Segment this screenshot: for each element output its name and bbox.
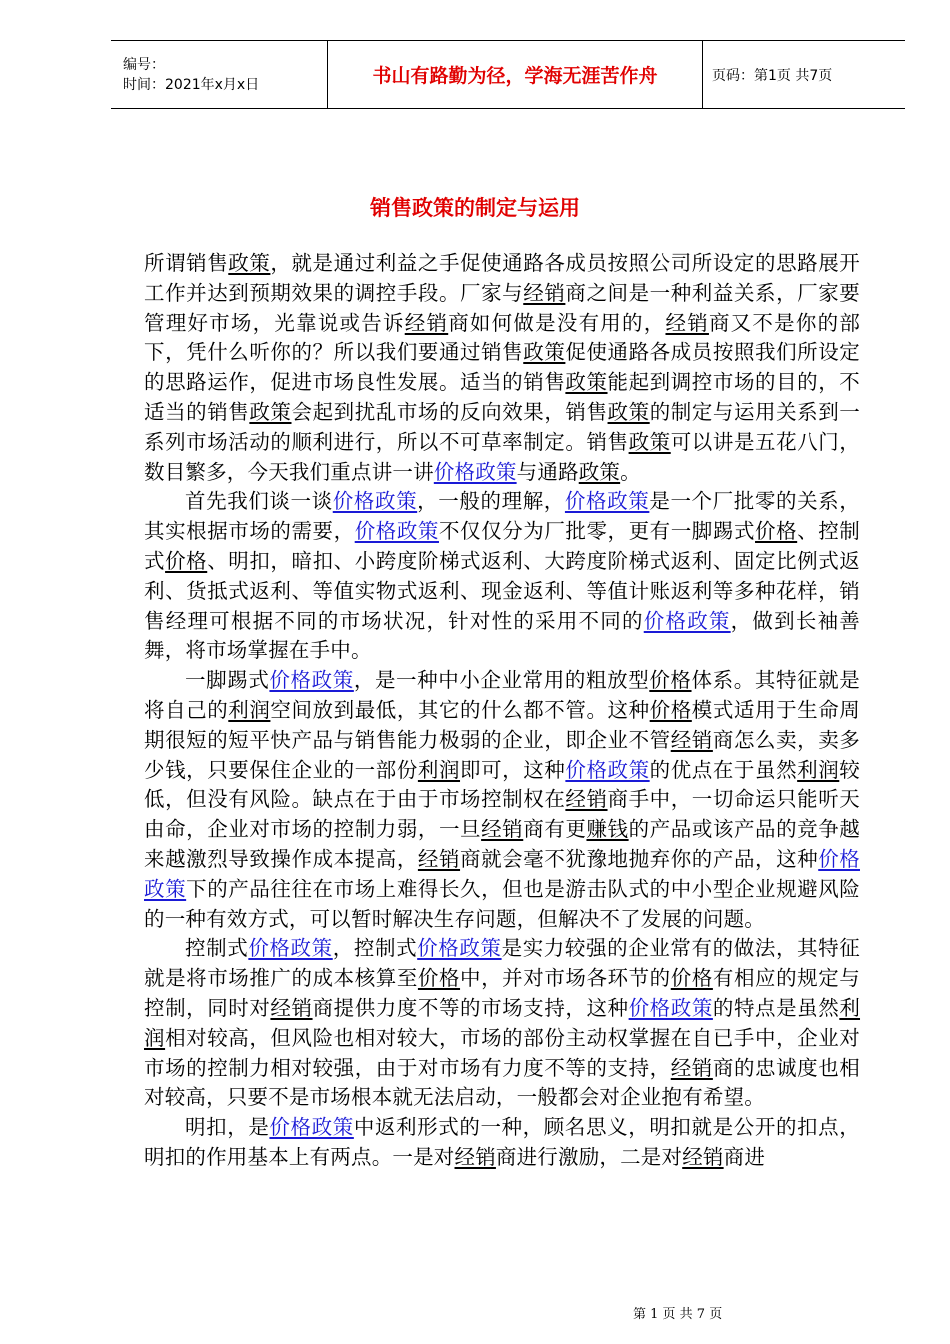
paragraph-text: 首先我们谈一谈	[185, 489, 333, 514]
paragraph-text: 一脚踢式	[185, 668, 270, 693]
paragraph-text: 的特点是虽然	[712, 995, 840, 1020]
paragraph-text: 、控制式	[144, 519, 861, 573]
underlined-keyword: 政策	[607, 399, 650, 424]
keyword-link[interactable]: 价格政策	[248, 936, 333, 961]
underlined-keyword: 价格	[649, 697, 692, 722]
paragraph-text: ，就是通过利益之手促使通路各成员按照公司所设定的思路展开工作并达到预期效果的调控手段。厂家与	[144, 251, 860, 305]
paragraph-text: 是实力较强的企业常有的做法，其特征就是将市场推广的成本核算至	[144, 936, 860, 991]
paragraph-text: 与通路	[516, 459, 579, 484]
underlined-keyword: 经销	[404, 310, 449, 335]
paragraph-text: 的优点在于虽然	[649, 757, 798, 782]
header-page-cell	[703, 41, 905, 108]
underlined-keyword: 经销	[270, 995, 313, 1020]
paragraph-text: 的制定与运用关系到一系列市场活动的顺利进行，所以不可草率制定。销售	[144, 399, 861, 454]
body-paragraph	[144, 666, 860, 934]
keyword-link[interactable]: 价格政策	[354, 519, 439, 544]
document-title: 销售政策的制定与运用	[370, 196, 580, 220]
paragraph-text: ，做到长袖善舞，将市场掌握在手中。	[144, 608, 860, 663]
paragraph-text: ，是一种中小企业常用的粗放型	[353, 668, 650, 693]
paragraph-text: 能起到调控市场的目的，不适当的销售	[144, 370, 860, 424]
document-time-label: 时间：2021年x月x日	[123, 76, 260, 93]
underlined-keyword: 价格	[165, 548, 208, 573]
underlined-keyword: 价格	[755, 519, 798, 544]
paragraph-text: ，控制式	[332, 936, 418, 961]
underlined-keyword: 政策	[228, 251, 271, 275]
paragraph-text: 较低，但没有风险。缺点在于由于市场控制权在	[144, 757, 860, 812]
underlined-keyword: 政策	[628, 429, 671, 454]
keyword-link[interactable]: 价格政策	[332, 489, 418, 514]
underlined-keyword: 经销	[670, 727, 713, 752]
underlined-keyword: 政策	[578, 459, 621, 484]
paragraph-text: 明扣，是	[185, 1115, 270, 1140]
paragraph-text: 不仅仅分为厂批零，更有一脚踢式	[438, 519, 756, 544]
paragraph-text: 商就会毫不犹豫地抛弃你的产品，这种	[460, 846, 819, 871]
paragraph-text: 控制式	[185, 936, 249, 961]
underlined-keyword: 经销	[481, 817, 524, 842]
paragraph-text: 。	[620, 459, 641, 484]
keyword-link[interactable]: 价格政策	[628, 995, 713, 1020]
paragraph-text: 商进	[723, 1144, 766, 1169]
paragraph-text: 商如何做是没有用的，	[448, 310, 666, 335]
header-motto-cell	[327, 41, 703, 108]
underlined-keyword: 价格	[417, 966, 461, 991]
paragraph-text: 会起到扰乱市场的反向效果，销售	[291, 399, 608, 424]
underlined-keyword: 价格	[670, 966, 713, 991]
paragraph-text: 商的忠诚度也相对较高，只要不是市场根本就无法启动，一般都会对企业抱有希望。	[144, 1055, 860, 1110]
paragraph-text: 中，并对市场各环节的	[460, 966, 671, 991]
keyword-link[interactable]: 价格政策	[643, 608, 731, 633]
paragraph-text: 商又不是你的部下，凭什么听你的？所以我们要通过销售	[144, 310, 861, 365]
paragraph-text: 有相应的规定与控制，同时对	[144, 966, 861, 1020]
keyword-link[interactable]: 价格政策	[144, 846, 860, 901]
header-page-label: 页码：第1页 共7页	[712, 67, 833, 84]
paragraph-text: 所谓销售	[144, 251, 229, 275]
paragraph-text: 下的产品往往在市场上难得长久，但也是游击队式的中小型企业规避风险的一种有效方式，可以暂时解决生存问题，但解决不了发展的问题。	[144, 876, 860, 931]
paragraph-text: 的产品或该产品的竞争越来越激烈导致操作成本提高，	[144, 817, 860, 871]
paragraph-text: 促使通路各成员按照我们所设定的思路运作，促进市场良性发展。适当的销售	[144, 340, 860, 395]
header-meta-cell	[111, 41, 327, 108]
keyword-link[interactable]: 价格政策	[269, 668, 354, 693]
paragraph-text: 商手中，一切命运只能听天由命，企业对市场的控制力弱，一旦	[144, 787, 860, 842]
paragraph-text: 模式适用于生命周期很短的短平快产品与销售能力极弱的企业，即企业不管	[144, 697, 860, 752]
underlined-keyword: 经销	[565, 787, 608, 812]
underlined-keyword: 经销	[665, 310, 709, 335]
document-body	[144, 249, 860, 1173]
underlined-keyword: 利润	[228, 697, 271, 722]
keyword-link[interactable]: 价格政策	[417, 936, 502, 961]
paragraph-text: 商提供力度不等的市场支持，这种	[312, 995, 629, 1020]
paragraph-text: 商怎么卖，卖多少钱，只要保住企业的一部份	[144, 727, 860, 782]
paragraph-text: 商之间是一种利益关系，厂家要管理好市场，光靠说或告诉	[144, 280, 860, 335]
paragraph-text: 、明扣，暗扣、小跨度阶梯式返利、大跨度阶梯式返利、固定比例式返利、货抵式返利、等值实物式返利、现金返利、等值计账返利等多种花样，销售经理可根据不同的市场状况，针对性的采用不同的	[144, 548, 860, 633]
body-paragraph	[144, 249, 860, 487]
paragraph-text: 可以讲是五花八门，数目繁多，今天我们重点讲一讲	[144, 429, 860, 484]
underlined-keyword: 经销	[454, 1144, 496, 1169]
underlined-keyword: 价格	[649, 668, 692, 693]
underlined-keyword: 政策	[523, 340, 566, 365]
paragraph-text: 商进行激励，二是对	[495, 1144, 683, 1169]
underlined-keyword: 利润	[797, 757, 840, 782]
underlined-keyword: 利润	[144, 995, 861, 1050]
paragraph-text: 空间放到最低，其它的什么都不管。这种	[270, 697, 650, 722]
paragraph-text: 相对较高，但风险也相对较大，市场的部份主动权掌握在自已手中，企业对市场的控制力相对较强，由于对市场有力度不等的支持，	[144, 1025, 860, 1080]
keyword-link[interactable]: 价格政策	[269, 1115, 354, 1140]
page-footer: 第 1 页 共 7 页	[633, 1307, 723, 1322]
body-paragraph	[144, 934, 860, 1113]
underlined-keyword: 经销	[523, 280, 566, 305]
paragraph-text: ，一般的理解，	[417, 489, 565, 514]
body-paragraph	[144, 487, 860, 666]
keyword-link[interactable]: 价格政策	[564, 489, 650, 514]
keyword-link[interactable]: 价格政策	[433, 459, 517, 484]
underlined-keyword: 政策	[249, 399, 292, 424]
underlined-keyword: 利润	[417, 757, 461, 782]
paragraph-text: 中返利形式的一种，顾名思义，明扣就是公开的扣点，明扣的作用基本上有两点。一是对	[144, 1115, 860, 1169]
header-table	[111, 40, 905, 109]
underlined-keyword: 经销	[682, 1144, 724, 1169]
underlined-keyword: 经销	[670, 1055, 713, 1080]
body-paragraph	[144, 1113, 860, 1173]
paragraph-text: 商有更	[523, 817, 587, 842]
underlined-keyword: 政策	[565, 370, 608, 395]
keyword-link[interactable]: 价格政策	[565, 757, 650, 782]
paragraph-text: 是一个厂批零的关系，其实根据市场的需要，	[144, 489, 860, 544]
document-number-label: 编号：	[123, 56, 165, 73]
paragraph-text: 即可，这种	[460, 757, 566, 782]
underlined-keyword: 经销	[417, 846, 461, 871]
underlined-keyword: 赚钱	[586, 817, 629, 842]
paragraph-text: 体系。其特征就是将自己的	[144, 668, 860, 722]
header-motto: 书山有路勤为径，学海无涯苦作舟	[372, 65, 658, 87]
